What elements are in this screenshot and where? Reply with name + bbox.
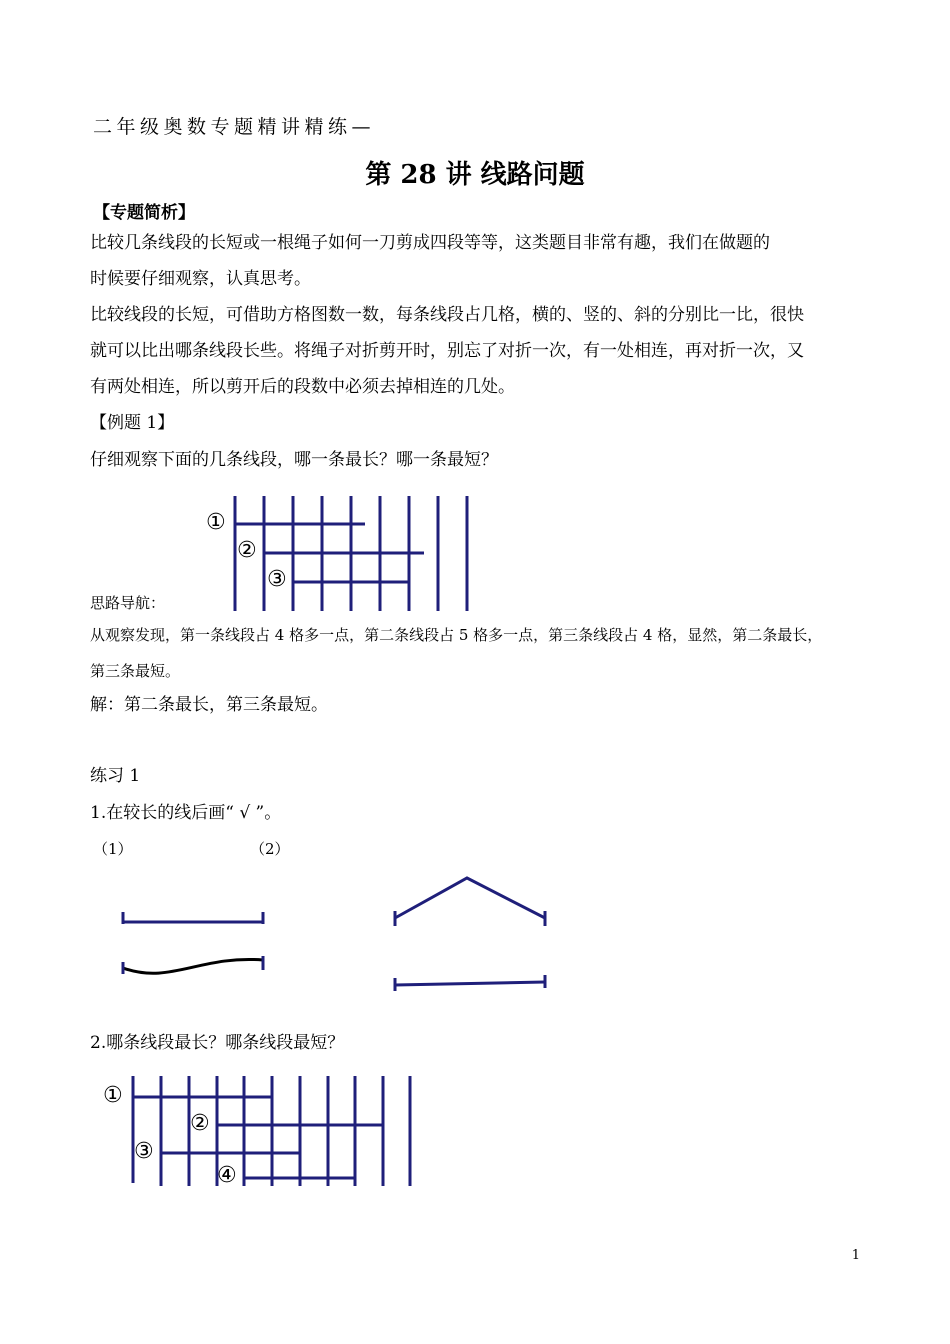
q2-label-2: ② (190, 1111, 210, 1136)
example1-heading: 【例题 1】 (90, 413, 175, 433)
hint-label: 思路导航： (90, 594, 166, 612)
q2-label-1: ① (103, 1083, 123, 1108)
example1-answer: 解：第二条最长，第三条最短。 (90, 695, 328, 715)
q2-label-4: ④ (217, 1163, 237, 1188)
intro-line: 时候要仔细观察，认真思考。 (90, 269, 311, 289)
practice1-q2: 2.哪条线段最长？哪条线段最短？ (90, 1033, 345, 1053)
hint-line: 从观察发现，第一条线段占 4 格多一点，第二条线段占 5 格多一点，第三条线段占 4 格，显然，第二条最长， (90, 626, 823, 644)
segment-label-3: ③ (267, 567, 287, 592)
hint-line: 第三条最短。 (90, 662, 181, 680)
q2-vertical-lines (133, 1076, 410, 1186)
practice1-heading: 练习 1 (90, 766, 141, 786)
q1-part1-label: （1） (93, 840, 133, 858)
practice1-q1: 1.在较长的线后画“ √ ”。 (90, 803, 282, 823)
section-heading-intro: 【专题简析】 (93, 203, 195, 223)
q2-label-3: ③ (134, 1139, 154, 1164)
segment-label-1: ① (206, 510, 226, 535)
intro-line: 比较线段的长短，可借助方格图数一数，每条线段占几格，横的、竖的、斜的分别比一比，很快 (90, 305, 804, 325)
page-number: 1 (851, 1248, 860, 1263)
page-title: 第 28 讲 线路问题 (365, 160, 585, 190)
intro-line: 就可以比出哪条线段长些。将绳子对折剪开时，别忘了对折一次，有一处相连，再对折一次，又 (90, 341, 804, 361)
segment-label-2: ② (237, 538, 257, 563)
intro-line: 比较几条线段的长短或一根绳子如何一刀剪成四段等等，这类题目非常有趣，我们在做题的 (90, 233, 770, 253)
q1-part2-label: （2） (250, 840, 290, 858)
series-heading: 二年级奥数专题精讲精练— (93, 116, 376, 138)
example1-question: 仔细观察下面的几条线段，哪一条最长？哪一条最短？ (90, 450, 498, 470)
intro-line: 有两处相连，所以剪开后的段数中必须去掉相连的几处。 (90, 377, 515, 397)
